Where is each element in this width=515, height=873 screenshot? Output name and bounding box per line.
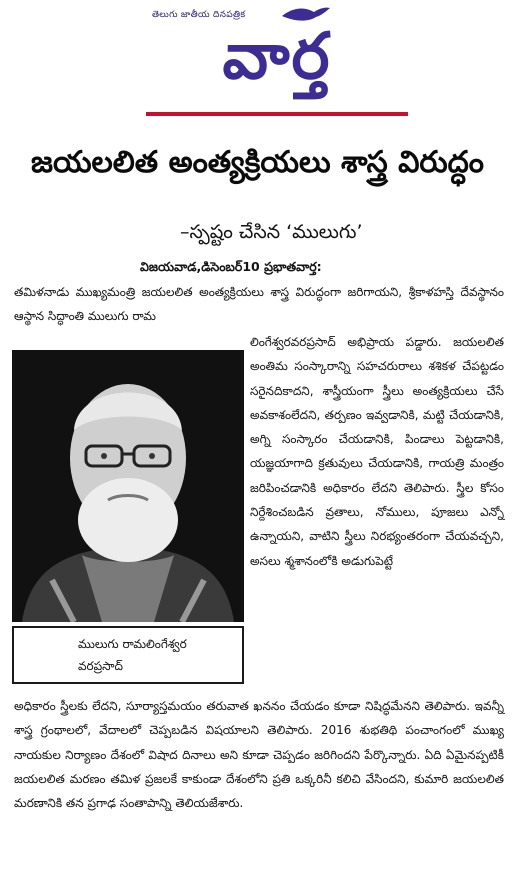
- article-headline: జయలలిత అంత్యక్రియలు శాస్త్ర విరుద్ధం: [31, 145, 484, 180]
- caption-name: ములుగు రామలింగేశ్వర: [78, 637, 187, 651]
- masthead-tagline: తెలుగు జాతీయ దినపత్రిక: [152, 10, 246, 20]
- masthead-logo: వార్త: [222, 20, 332, 94]
- article-paragraph-side: లింగేశ్వరవరప్రసాద్ అభిప్రాయ పడ్డారు. జయలలిత అంతిమ సంస్కారాన్ని సహచరురాలు శశికళ చేపట్టడం సరైనదికాదని, శాస్త్రీయంగా స్త్రీలు అంత్యక్రియలు చేసే అవకాశంలేదని, తర్పణం ఇవ్వడానికి, మట్టి చేయడానికి, అగ్ని సంస్కారం చేయడానికి, పిండాలు పెట్టడానికి, యజ్ఞయాగాది క్రతువులు చేయడానికి, గాయత్రి మంత్రం జరిపించడానికి అధికారం లేదని తెలిపారు. స్త్రీల కోసం నిర్దేశించబడిన వ్రతాలు, నోములు, పూజలు ఎన్నో ఉన్నాయని, వాటిని స్త్రీలు నిరభ్యంతరంగా చేయవచ్చని, అసలు శ్మశానంలోకి అడుగుపెట్టే: [250, 335, 504, 568]
- masthead: [0, 0, 515, 125]
- caption-name-cont: వరప్రసాద్: [78, 659, 124, 673]
- article-dateline: విజయవాడ,డిసెంబర్10 ప్రభాతవార్త:: [140, 259, 322, 274]
- portrait-photo: [12, 350, 244, 622]
- article-subhead: –స్పష్టం చేసిన ‘ములుగు’: [180, 221, 363, 243]
- article-paragraph-bottom: అధికారం స్త్రీలకు లేదని, సూర్యాస్తమయం తరువాత ఖననం చేయడం కూడా నిషిద్ధమేనని తెలిపారు. ఇవన్నీ శాస్త్ర గ్రంథాలలో, వేదాలలో చెప్పబడిన విషయాలని తెలిపారు. 2016 శుభతిథి పంచాంగంలో ముఖ్య నాయకుల నిర్యాణం దేశంలో విషాద దినాలు అని కూడా చెప్పడం జరిగిందని పేర్కొన్నారు. ఏది ఏమైనప్పటికీ జయలలిత మరణం తమిళ ప్రజలకే కాకుండా దేశంలోని ప్రతి ఒక్కరినీ కలిచి వేసిందని, కుమారి జయలలిత మరణానికి తన ప్రగాఢ సంతాపాన్ని తెలియజేశారు.: [14, 699, 504, 811]
- masthead-underline: [146, 112, 408, 116]
- photo-caption: [12, 626, 244, 684]
- article-paragraph-top: తమిళనాడు ముఖ్యమంత్రి జయలలిత అంత్యక్రియలు శాస్త్ర విరుద్ధంగా జరిగాయని, శ్రీకాళహస్తి దేవస్థానం ఆస్థాన సిద్ధాంతి ములుగు రామ: [14, 285, 504, 324]
